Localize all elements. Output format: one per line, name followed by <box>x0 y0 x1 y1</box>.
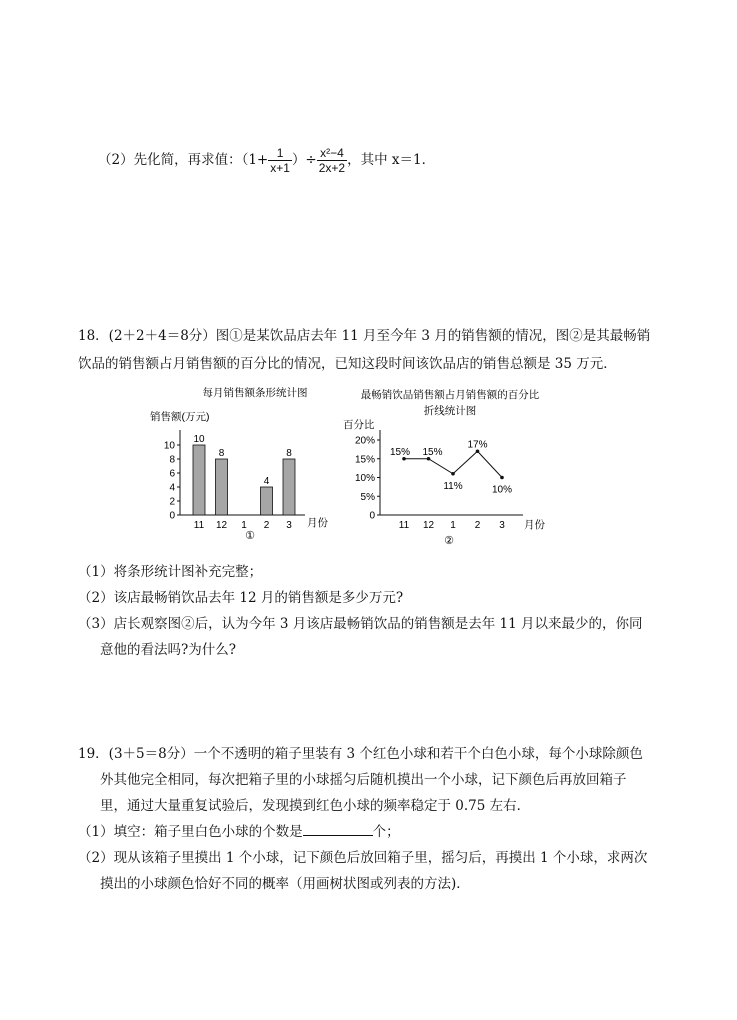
line-x-tick-label: 3 <box>499 520 505 531</box>
line-y-tick-label: 10% <box>354 473 375 484</box>
q19-sub1-suffix: 个； <box>372 824 400 840</box>
fraction-2-denominator: 2x+2 <box>318 161 346 175</box>
fraction-1 <box>268 146 292 175</box>
bar <box>193 445 205 515</box>
q19-line1: 19．(3＋5＝8分）一个不透明的箱子里装有 3 个红色小球和若干个白色小球，每个小球除颜色 <box>78 746 643 762</box>
bar <box>283 459 295 515</box>
line-chart-subtitle: 折线统计图 <box>423 405 477 417</box>
bar-chart-title: 每月销售额条形统计图 <box>202 387 308 399</box>
data-point <box>451 472 455 476</box>
line-y-tick-label: 20% <box>354 435 375 447</box>
fraction-2-numerator: x²−4 <box>317 146 347 161</box>
line-chart <box>338 382 568 552</box>
q17-part2 <box>98 146 435 175</box>
bar-y-tick-label: 4 <box>169 482 175 494</box>
answer-blank[interactable] <box>303 823 373 836</box>
bar-data-label: 10 <box>193 434 205 445</box>
line-x-tick-label: 12 <box>422 520 435 531</box>
q19-sub1-prefix: （1）填空：箱子里白色小球的个数是 <box>78 824 303 840</box>
line-chart-xlabel: 月份 <box>524 519 545 531</box>
q18-sub2: （2）该店最畅销饮品去年 12 月的销售额是多少万元? <box>78 590 404 606</box>
line-chart-title: 最畅销饮品销售额占月销售额的百分比 <box>360 389 540 401</box>
line-data-label: 11% <box>443 480 463 492</box>
bar-y-tick-label: 6 <box>169 468 175 480</box>
bar <box>261 487 273 515</box>
line-data-label: 15% <box>389 446 411 458</box>
q18-line1: 18．(2＋2＋4＝8分）图①是某饮品店去年 11 月至今年 3 月的销售额的情况，图②是其最畅销 <box>78 328 651 344</box>
line-y-tick-label: 5% <box>360 491 375 503</box>
bar-chart-caption: ① <box>245 530 255 542</box>
line-data-label: 17% <box>467 439 488 451</box>
line-chart-ylabel: 百分比 <box>343 419 375 431</box>
bar-x-tick-label: 1 <box>241 520 247 531</box>
bar-data-label: 4 <box>263 476 270 487</box>
q18-sub3-line1: （3）店长观察图②后，认为今年 3 月该店最畅销饮品的销售额是去年 11 月以来最少的，你同 <box>78 616 643 632</box>
line-chart-marks <box>390 439 512 495</box>
q17-prefix: （2）先化简，再求值：（1+ <box>98 152 269 168</box>
q18-sub3-line2: 意他的看法吗?为什么? <box>100 642 236 658</box>
q19-sub2-line2: 摸出的小球颜色恰好不同的概率（用画树状图或列表的方法)． <box>100 876 470 892</box>
bar-chart <box>140 382 340 542</box>
bar-chart-xlabel: 月份 <box>307 517 328 529</box>
q17-divide: ）÷ <box>291 152 317 168</box>
line-chart-caption: ② <box>444 535 454 547</box>
q17-suffix: ，其中 x＝1． <box>347 152 436 168</box>
bar-data-label: 8 <box>218 448 225 459</box>
line-data-label: 10% <box>491 484 513 496</box>
bar-chart-ylabel: 销售额(万元) <box>150 411 210 423</box>
line-x-tick-label: 1 <box>450 520 456 531</box>
line-y-tick-label: 15% <box>354 454 375 466</box>
q19-sub1 <box>78 820 400 840</box>
line-data-label: 15% <box>422 446 443 458</box>
bar <box>216 459 228 515</box>
bar-x-tick-label: 12 <box>215 520 228 531</box>
line-chart-axes <box>355 430 523 531</box>
bar-x-tick-label: 2 <box>263 520 270 531</box>
bar-x-tick-label: 11 <box>193 520 205 531</box>
fraction-1-denominator: x+1 <box>270 161 290 175</box>
bar-y-tick-label: 0 <box>169 510 175 522</box>
bar-x-tick-label: 3 <box>286 520 292 531</box>
fraction-2 <box>317 146 347 175</box>
q18-line2: 饮品的销售额占月销售额的百分比的情况，已知这段时间该饮品店的销售总额是 35 万元． <box>78 356 617 372</box>
q19-sub2-line1: （2）现从该箱子里摸出 1 个小球，记下颜色后放回箱子里，摇匀后，再摸出 1 个小球，求两次 <box>78 850 648 866</box>
bar-chart-marks <box>193 434 295 515</box>
line-x-tick-label: 2 <box>474 520 481 531</box>
q18-sub1: （1）将条形统计图补充完整； <box>78 564 263 580</box>
line-x-tick-label: 11 <box>398 520 410 531</box>
fraction-1-numerator: 1 <box>268 146 292 161</box>
bar-y-tick-label: 10 <box>163 440 175 452</box>
bar-data-label: 8 <box>286 448 292 459</box>
q19-line2: 外其他完全相同，每次把箱子里的小球摇匀后随机摸出一个小球，记下颜色后再放回箱子 <box>100 772 627 788</box>
bar-y-tick-label: 2 <box>169 496 175 508</box>
line-y-tick-label: 0 <box>369 510 375 522</box>
data-point <box>500 476 504 480</box>
q19-line3: 里，通过大量重复试验后，发现摸到红色小球的频率稳定于 0.75 左右． <box>100 798 531 814</box>
bar-y-tick-label: 8 <box>169 454 175 466</box>
